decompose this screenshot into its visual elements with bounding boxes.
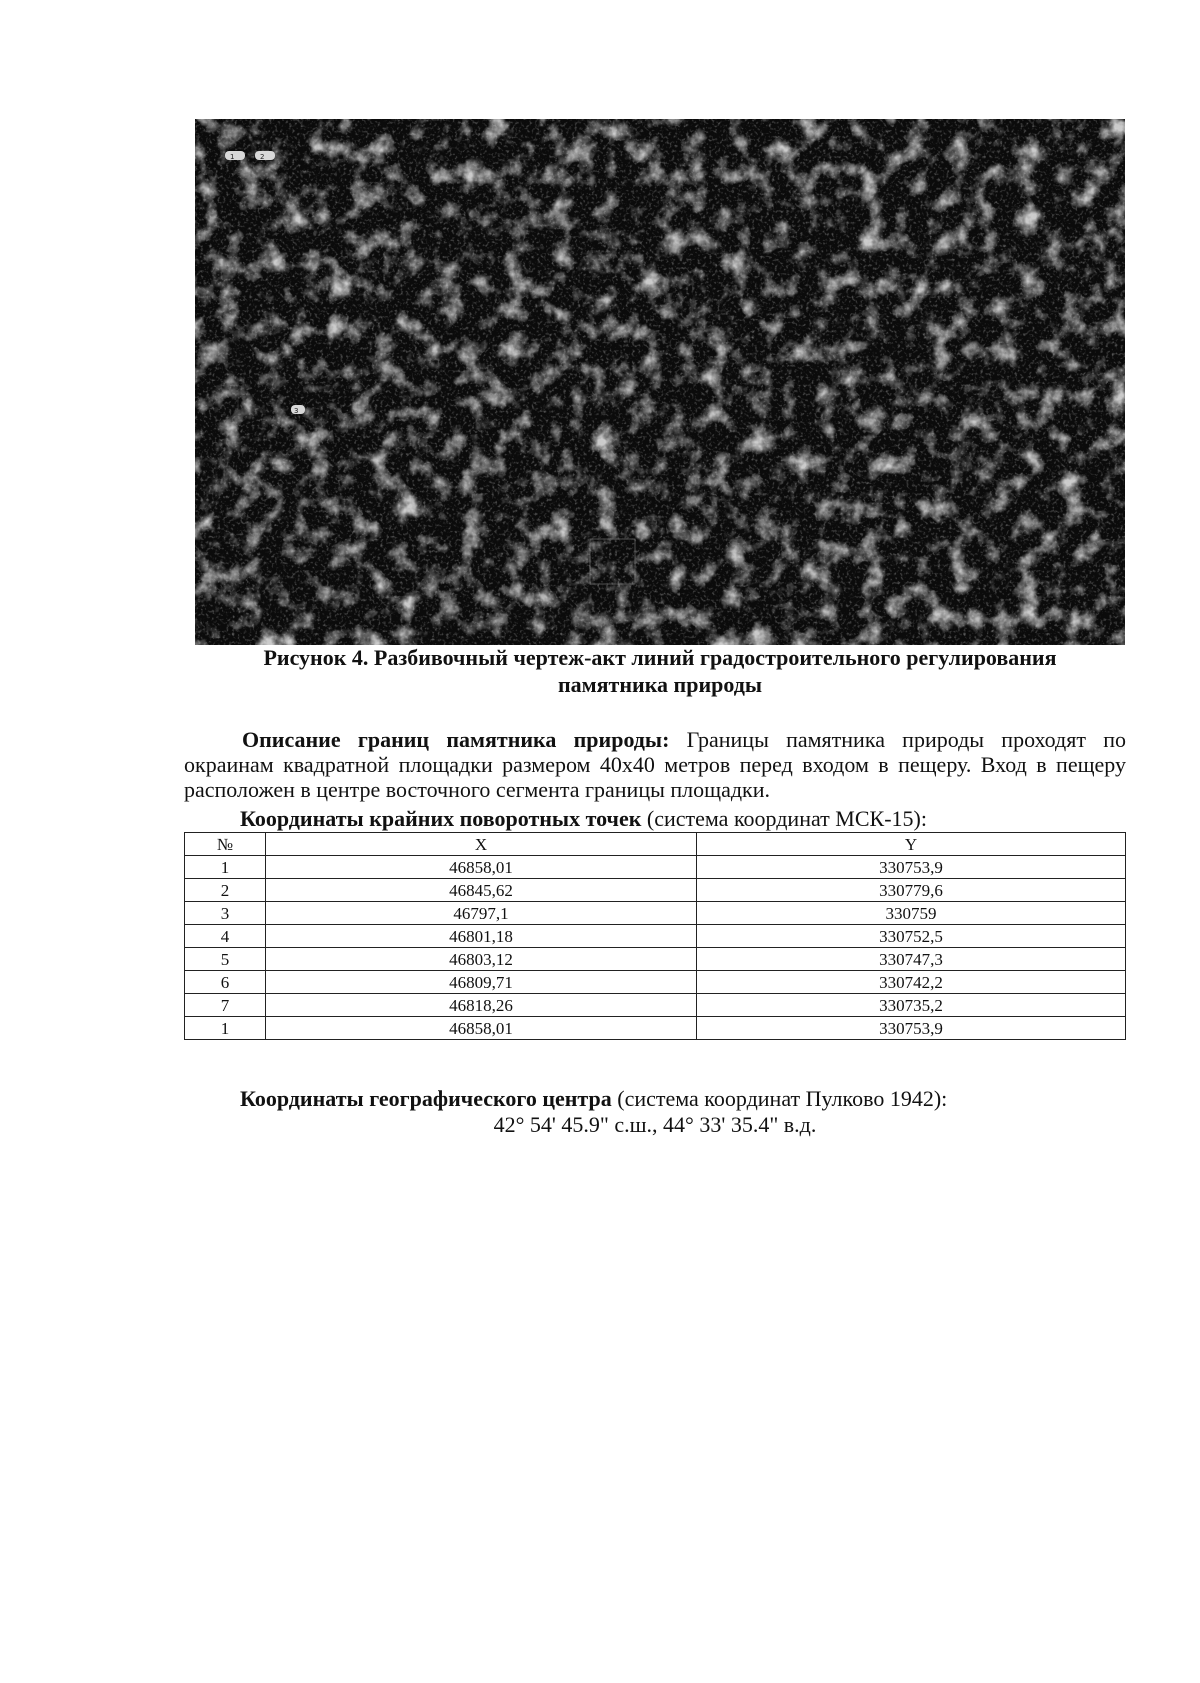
cell-x: 46801,18 bbox=[266, 925, 697, 948]
cell-y: 330779,6 bbox=[697, 879, 1126, 902]
cell-y: 330747,3 bbox=[697, 948, 1126, 971]
cell-x: 46858,01 bbox=[266, 856, 697, 879]
header-x: X bbox=[266, 833, 697, 856]
cell-number: 6 bbox=[185, 971, 266, 994]
table-row bbox=[185, 879, 1126, 902]
cell-x: 46858,01 bbox=[266, 1017, 697, 1040]
geographic-center-heading bbox=[240, 1086, 947, 1112]
header-y: Y bbox=[697, 833, 1126, 856]
table-row bbox=[185, 925, 1126, 948]
cell-y: 330735,2 bbox=[697, 994, 1126, 1017]
cell-x: 46845,62 bbox=[266, 879, 697, 902]
table-row bbox=[185, 856, 1126, 879]
table-row bbox=[185, 994, 1126, 1017]
boundary-description-label: Описание границ памятника природы: bbox=[242, 727, 670, 752]
cell-y: 330742,2 bbox=[697, 971, 1126, 994]
cell-y: 330752,5 bbox=[697, 925, 1126, 948]
point-label-2: 2 bbox=[260, 153, 265, 161]
aerial-photo-texture bbox=[195, 119, 1125, 645]
cell-x: 46803,12 bbox=[266, 948, 697, 971]
cell-x: 46797,1 bbox=[266, 902, 697, 925]
cell-x: 46809,71 bbox=[266, 971, 697, 994]
figure-caption bbox=[195, 644, 1125, 698]
figure-caption-line2: памятника природы bbox=[557, 672, 763, 697]
turning-points-heading bbox=[240, 807, 927, 831]
figure-caption-line1: Рисунок 4. Разбивочный чертеж-акт линий градостроительного регулирования bbox=[263, 645, 1057, 670]
point-label-3: 3 bbox=[294, 407, 299, 415]
cell-number: 1 bbox=[185, 1017, 266, 1040]
cell-number: 5 bbox=[185, 948, 266, 971]
boundary-description-text: Границы памятника природы проходят по окраинам квадратной площадки размером 40х40 метров перед входом в пещеру. Вход в пещеру расположен в центре восточного сегмента границы площадки. bbox=[184, 727, 1126, 802]
boundary-description bbox=[184, 727, 1126, 802]
cell-number: 3 bbox=[185, 902, 266, 925]
coordinates-table bbox=[184, 832, 1126, 1040]
point-marker-1 bbox=[225, 151, 245, 160]
cell-number: 1 bbox=[185, 856, 266, 879]
table-row bbox=[185, 902, 1126, 925]
cell-y: 330753,9 bbox=[697, 856, 1126, 879]
point-label-1: 1 bbox=[230, 153, 235, 161]
cell-x: 46818,26 bbox=[266, 994, 697, 1017]
point-marker-2 bbox=[255, 151, 275, 160]
turning-points-heading-bold: Координаты крайних поворотных точек bbox=[240, 806, 642, 831]
turning-points-heading-system: (система координат МСК-15): bbox=[641, 806, 927, 831]
coordinates-table-header bbox=[185, 833, 1126, 856]
cell-y: 330753,9 bbox=[697, 1017, 1126, 1040]
header-number: № bbox=[185, 833, 266, 856]
geographic-center-heading-bold: Координаты географического центра bbox=[240, 1086, 612, 1111]
table-row bbox=[185, 948, 1126, 971]
cell-number: 2 bbox=[185, 879, 266, 902]
table-row bbox=[185, 971, 1126, 994]
cell-number: 7 bbox=[185, 994, 266, 1017]
cell-number: 4 bbox=[185, 925, 266, 948]
geographic-center-value: 42° 54' 45.9" с.ш., 44° 33' 35.4" в.д. bbox=[493, 1112, 817, 1137]
geographic-center-heading-system: (система координат Пулково 1942): bbox=[611, 1086, 948, 1111]
table-row bbox=[185, 1017, 1126, 1040]
cell-y: 330759 bbox=[697, 902, 1126, 925]
aerial-photo bbox=[195, 119, 1125, 645]
